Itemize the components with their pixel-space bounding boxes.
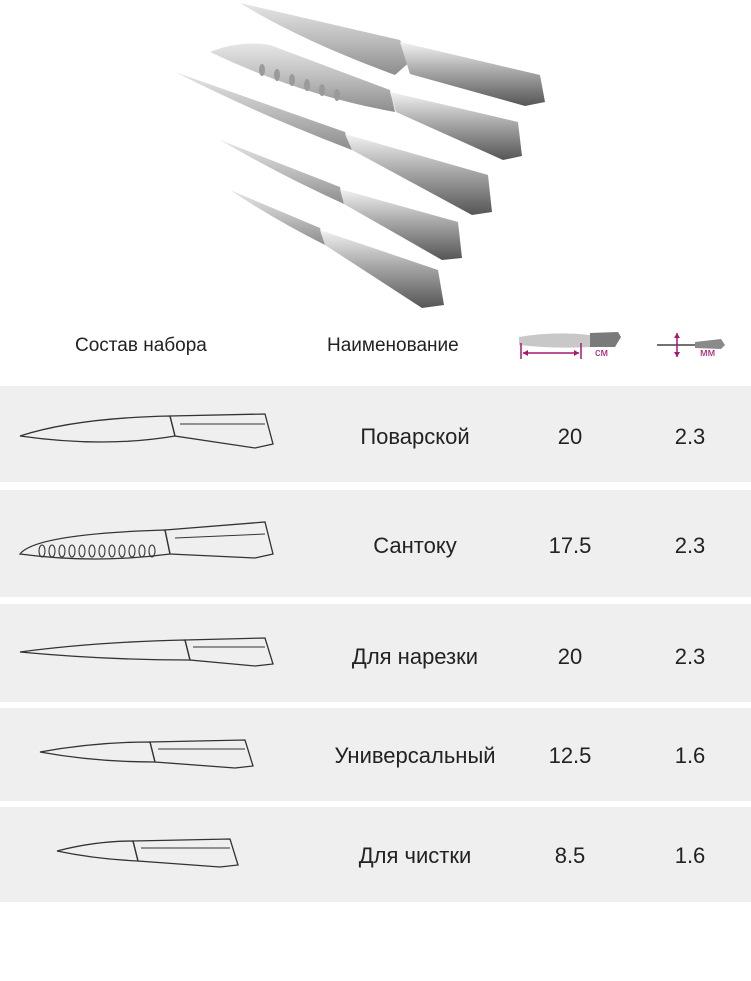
row-length: 17.5 bbox=[548, 533, 592, 558]
header-name: Наименование bbox=[327, 335, 459, 356]
table-row bbox=[0, 807, 751, 902]
row-name: Поварской bbox=[360, 424, 470, 449]
santoku-knife-icon bbox=[15, 514, 280, 574]
thickness-unit: мм bbox=[700, 347, 716, 359]
row-length: 20 bbox=[557, 644, 583, 669]
row-length: 12.5 bbox=[548, 743, 592, 768]
row-name: Универсальный bbox=[334, 743, 496, 768]
row-name: Для нарезки bbox=[351, 644, 479, 669]
paring-knife-icon bbox=[15, 829, 280, 879]
row-thickness: 1.6 bbox=[674, 843, 706, 868]
table-row bbox=[0, 708, 751, 801]
knife-set-photo bbox=[0, 0, 751, 315]
row-name: Для чистки bbox=[358, 843, 472, 868]
photo-paring-knife bbox=[230, 190, 444, 308]
blade-thickness-icon bbox=[655, 325, 745, 365]
row-thickness: 1.6 bbox=[674, 743, 706, 768]
row-thickness: 2.3 bbox=[674, 644, 706, 669]
table-row bbox=[0, 386, 751, 482]
slicing-knife-icon bbox=[15, 628, 280, 678]
table-row bbox=[0, 604, 751, 702]
length-unit: см bbox=[595, 347, 609, 359]
row-thickness: 2.3 bbox=[674, 424, 706, 449]
utility-knife-icon bbox=[15, 732, 280, 782]
knife-length-icon bbox=[515, 325, 625, 365]
row-length: 8.5 bbox=[554, 843, 586, 868]
header-composition: Состав набора bbox=[75, 335, 207, 356]
row-name: Сантоку bbox=[373, 533, 457, 558]
row-thickness: 2.3 bbox=[674, 533, 706, 558]
table-row bbox=[0, 490, 751, 597]
chef-knife-icon bbox=[15, 404, 280, 464]
row-length: 20 bbox=[557, 424, 583, 449]
